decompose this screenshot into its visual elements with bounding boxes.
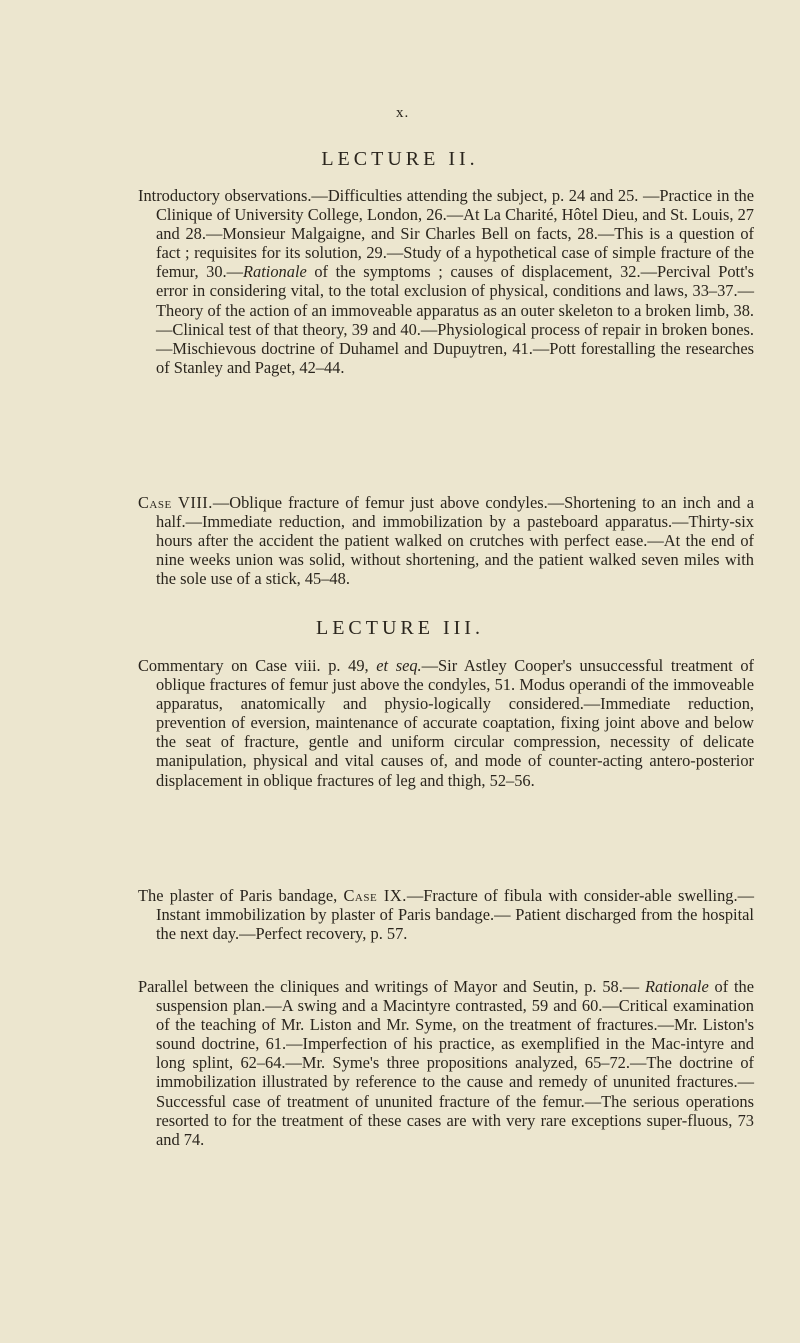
- lecture-ii-text-2: of the symptoms ; causes of displacement, 32.—Percival Pott's error in considering vital, to the total exclusion of physical, conditions and laws, 33–37.—Theory of the action of an immoveable apparatus as an outer skeleton to a broken limb, 38. —Clinical test of that theory, 39 and 40.—Physiological process of repair in broken bones.—Mischievous doctrine of Duhamel and Dupuytren, 41.—Pott forestalling the researches of Stanley and Paget, 42–44.: [156, 262, 754, 377]
- lecture-ii-summary: [138, 186, 754, 377]
- page-number: x.: [396, 105, 410, 121]
- parallel-rationale: Rationale: [645, 977, 709, 996]
- parallel-text-2: of the suspension plan.—A swing and a Macintyre contrasted, 59 and 60.—Critical examination of the teaching of Mr. Liston and Mr. Syme, on the treatment of fractures.—Mr. Liston's sound doctrine, 61.—Imperfection of his practice, as exemplified in the Mac-intyre and long splint, 62–64.—Mr. Syme's three propositions analyzed, 65–72.—The doctrine of immobilization illustrated by reference to the cause and remedy of ununited fractures.—Successful case of treatment of ununited fracture of the femur.—The serious operations resorted to for the treatment of these cases are with very rare exceptions super-fluous, 73 and 74.: [156, 977, 755, 1149]
- lecture-ii-heading: LECTURE II.: [321, 148, 479, 170]
- lecture-ii-rationale: Rationale: [243, 262, 307, 282]
- lecture-ii-text-1: Introductory observations.—Difficulties attending the subject, p. 24 and 25. —Practice in the Clinique of University College, London, 26.—At La Charité, Hôtel Dieu, and St. Louis, 27 and 28.—Monsieur Malgaigne, and Sir Charles Bell on facts, 28.—This is a question of fact ; requisites for its solution, 29.—Study of a hypothetical case of simple fracture of the femur, 30.—: [138, 186, 754, 282]
- case-viii-summary: [138, 493, 754, 588]
- et-seq: et seq.: [376, 656, 422, 675]
- case-ix-label: Case IX.: [343, 886, 407, 905]
- case-ix-text: —Fracture of fibula with consider-able swelling.—Instant immobilization by plaster of Paris bandage.— Patient discharged from the hospital the next day.—Perfect recovery, p. 57.: [156, 886, 754, 944]
- case-viii-label: Case VIII.: [138, 493, 213, 512]
- parallel-text-1: Parallel between the cliniques and writings of Mayor and Seutin, p. 58.—: [138, 977, 645, 996]
- case-viii-text: —Oblique fracture of femur just above condyles.—Shortening to an inch and a half.—Immediate reduction, and immobilization by a pasteboard apparatus.—Thirty-six hours after the accident the patient walked on crutches with perfect ease.—At the end of nine weeks union was solid, without shortening, and the patient walked seven miles with the sole use of a stick, 45–48.: [156, 493, 755, 589]
- lecture-iii-text-1: Commentary on Case viii. p. 49,: [138, 656, 377, 675]
- parallel-summary: [138, 977, 754, 1149]
- case-ix-summary: [138, 886, 754, 943]
- case-ix-intro: The plaster of Paris bandage,: [138, 886, 344, 905]
- lecture-iii-heading: LECTURE III.: [316, 617, 484, 639]
- lecture-iii-text-2: —Sir Astley Cooper's unsuccessful treatment of oblique fractures of femur just above the condyles, 51. Modus operandi of the immoveable apparatus, anatomically and physio-logically considered.—Immediate reduction, prevention of eversion, maintenance of accurate coaptation, fixing joint above and below the seat of fracture, gentle and uniform circular compression, necessity of delicate manipulation, physical and vital causes of, and mode of counter-acting antero-posterior displacement in oblique fractures of leg and thigh, 52–56.: [156, 656, 754, 790]
- lecture-iii-commentary: [138, 656, 754, 790]
